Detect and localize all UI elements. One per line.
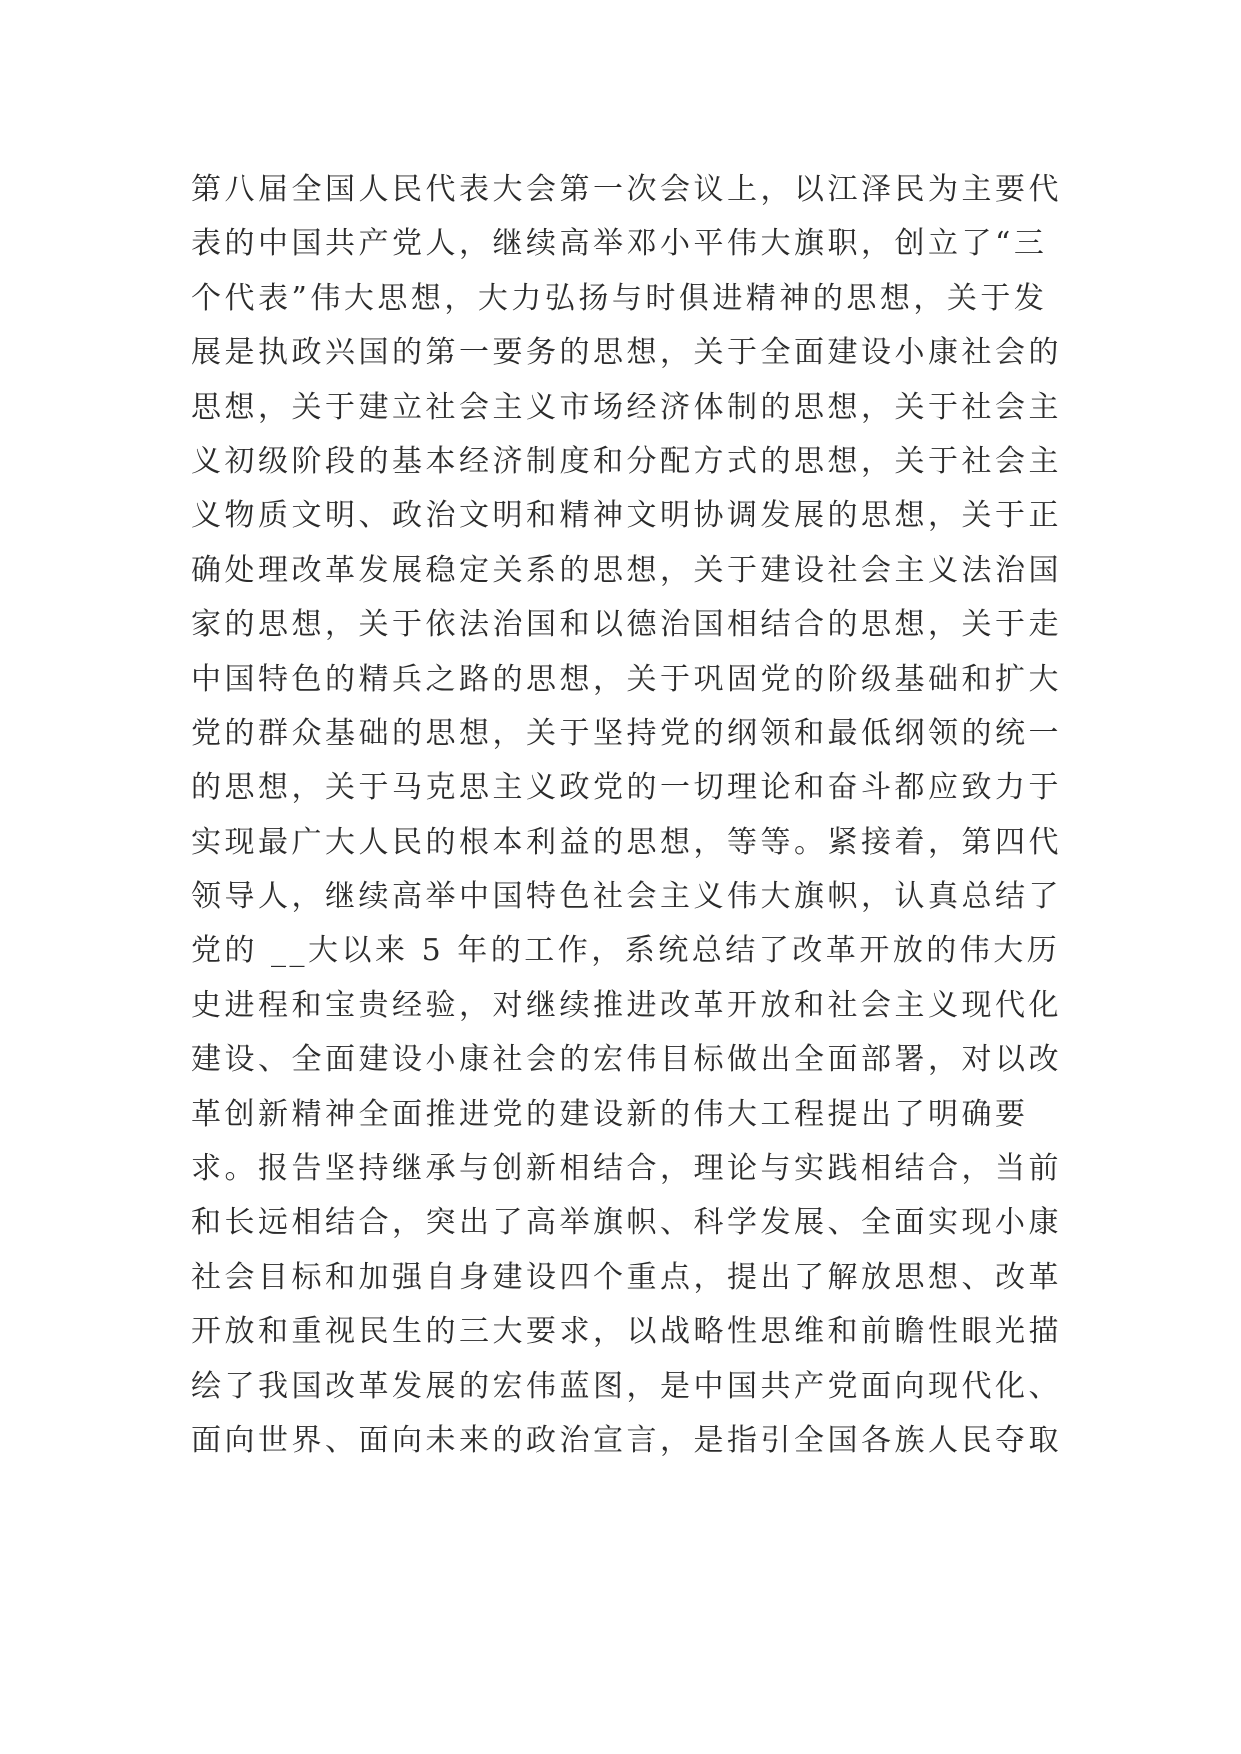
text-line: 绘了我国改革发展的宏伟蓝图，是中国共产党面向现代化、 <box>191 1368 1062 1404</box>
text-line: 领导人，继续高举中国特色社会主义伟大旗帜，认真总结了 <box>191 879 1062 915</box>
text-line: 表的中国共产党人，继续高举邓小平伟大旗职，创立了“三 <box>191 226 1048 262</box>
text-line: 义初级阶段的基本经济制度和分配方式的思想，关于社会主 <box>191 443 1062 479</box>
text-line: 中国特色的精兵之路的思想，关于巩固党的阶级基础和扩大 <box>191 661 1062 697</box>
text-line: 展是执政兴国的第一要务的思想，关于全面建设小康社会的 <box>191 335 1062 371</box>
text-line: 党的 __大以来 5 年的工作，系统总结了改革开放的伟大历 <box>191 933 1061 969</box>
text-line: 确处理改革发展稳定关系的思想，关于建设社会主义法治国 <box>191 552 1062 588</box>
text-line: 实现最广大人民的根本利益的思想，等等。紧接着，第四代 <box>191 824 1062 860</box>
text-line: 思想，关于建立社会主义市场经济体制的思想，关于社会主 <box>191 389 1062 425</box>
text-line: 义物质文明、政治文明和精神文明协调发展的思想，关于正 <box>191 498 1062 534</box>
text-line: 开放和重视民生的三大要求，以战略性思维和前瞻性眼光描 <box>191 1314 1062 1350</box>
text-line: 党的群众基础的思想，关于坚持党的纲领和最低纲领的统一 <box>191 715 1062 751</box>
text-line: 的思想，关于马克思主义政党的一切理论和奋斗都应致力于 <box>191 770 1062 806</box>
body-paragraph <box>191 163 1071 1468</box>
text-line: 个代表”伟大思想，大力弘扬与时俱进精神的思想，关于发 <box>191 280 1048 316</box>
text-line: 面向世界、面向未来的政治宣言，是指引全国各族人民夺取 <box>191 1422 1062 1458</box>
text-line: 建设、全面建设小康社会的宏伟目标做出全面部署，对以改 <box>191 1042 1062 1078</box>
text-line: 和长远相结合，突出了高举旗帜、科学发展、全面实现小康 <box>191 1205 1062 1241</box>
text-line: 求。报告坚持继承与创新相结合，理论与实践相结合，当前 <box>191 1151 1062 1187</box>
text-line: 史进程和宝贵经验，对继续推进改革开放和社会主义现代化 <box>191 987 1062 1023</box>
text-line: 第八届全国人民代表大会第一次会议上，以江泽民为主要代 <box>191 172 1062 207</box>
text-line: 社会目标和加强自身建设四个重点，提出了解放思想、改革 <box>191 1259 1062 1295</box>
text-line: 家的思想，关于依法治国和以德治国相结合的思想，关于走 <box>191 607 1062 643</box>
text-line: 革创新精神全面推进党的建设新的伟大工程提出了明确要 <box>191 1096 1029 1132</box>
